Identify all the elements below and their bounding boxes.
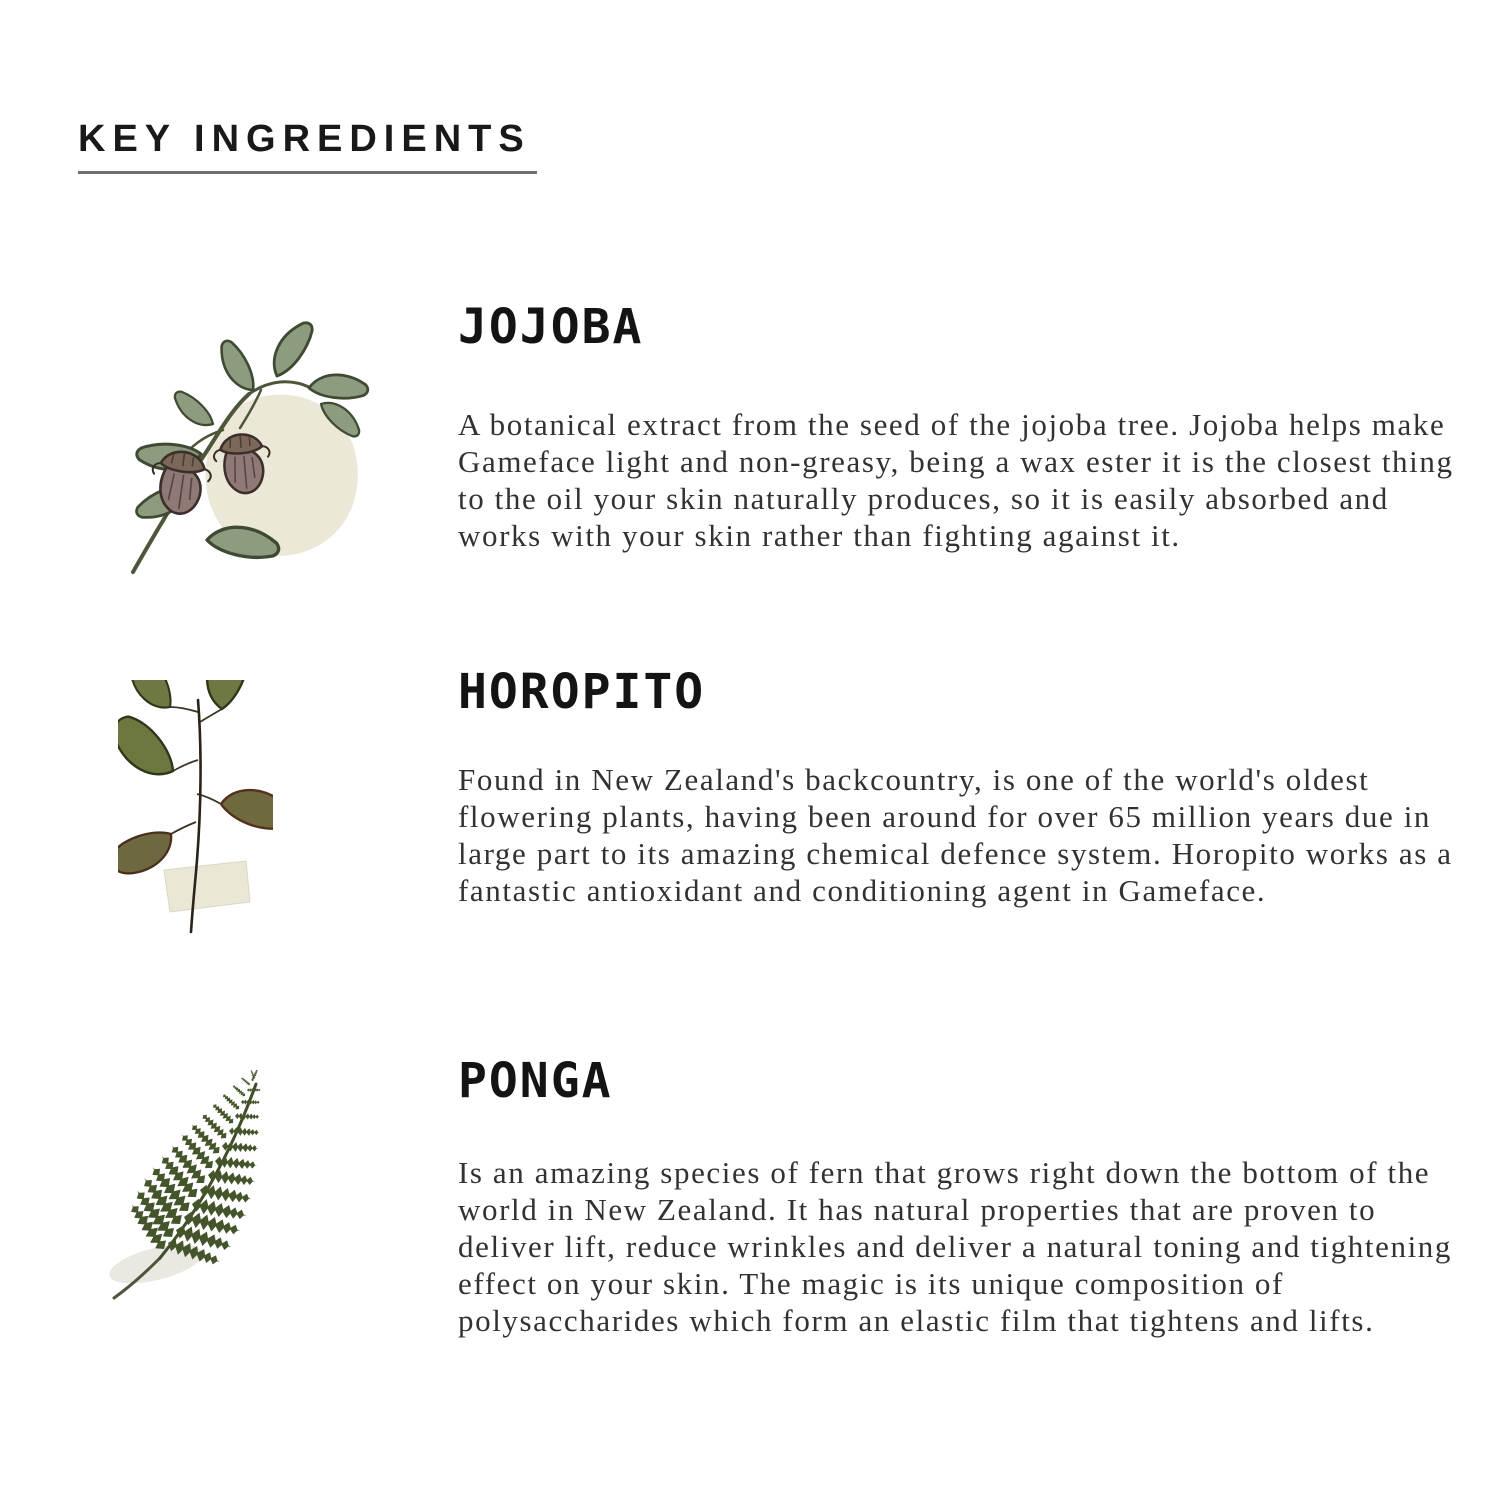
ingredient-name-horopito: HOROPITO xyxy=(458,664,706,720)
jojoba-branch-icon xyxy=(85,318,405,586)
horopito-illustration xyxy=(118,680,273,964)
ponga-fern-icon xyxy=(106,1056,314,1308)
jojoba-illustration xyxy=(85,318,405,586)
ponga-illustration xyxy=(106,1056,314,1308)
ingredient-name-jojoba: JOJOBA xyxy=(458,299,644,355)
horopito-sprig-icon xyxy=(118,680,273,964)
ingredient-description-horopito: Found in New Zealand's backcountry, is one of the world's oldest flowering plants, having been around for over 65 million years due in large part to its amazing chemical defence system. Horopito works as a fantastic antioxidant and conditioning agent in Gameface. xyxy=(458,762,1453,908)
page-title: KEY INGREDIENTS xyxy=(78,118,537,174)
ingredient-description-jojoba: A botanical extract from the seed of the jojoba tree. Jojoba helps make Gameface light and non-greasy, being a wax ester it is the closest thing to the oil your skin naturally produces, so it is easily absorbed and works with your skin rather than fighting against it. xyxy=(458,407,1454,553)
ingredient-description-ponga: Is an amazing species of fern that grows right down the bottom of the world in New Zealand. It has natural properties that are proven to deliver lift, reduce wrinkles and deliver a natural toning and tightening effect on your skin. The magic is its unique composition of polysaccharides which form an elastic film that tightens and lifts. xyxy=(458,1155,1452,1338)
ingredient-name-ponga: PONGA xyxy=(458,1053,613,1109)
